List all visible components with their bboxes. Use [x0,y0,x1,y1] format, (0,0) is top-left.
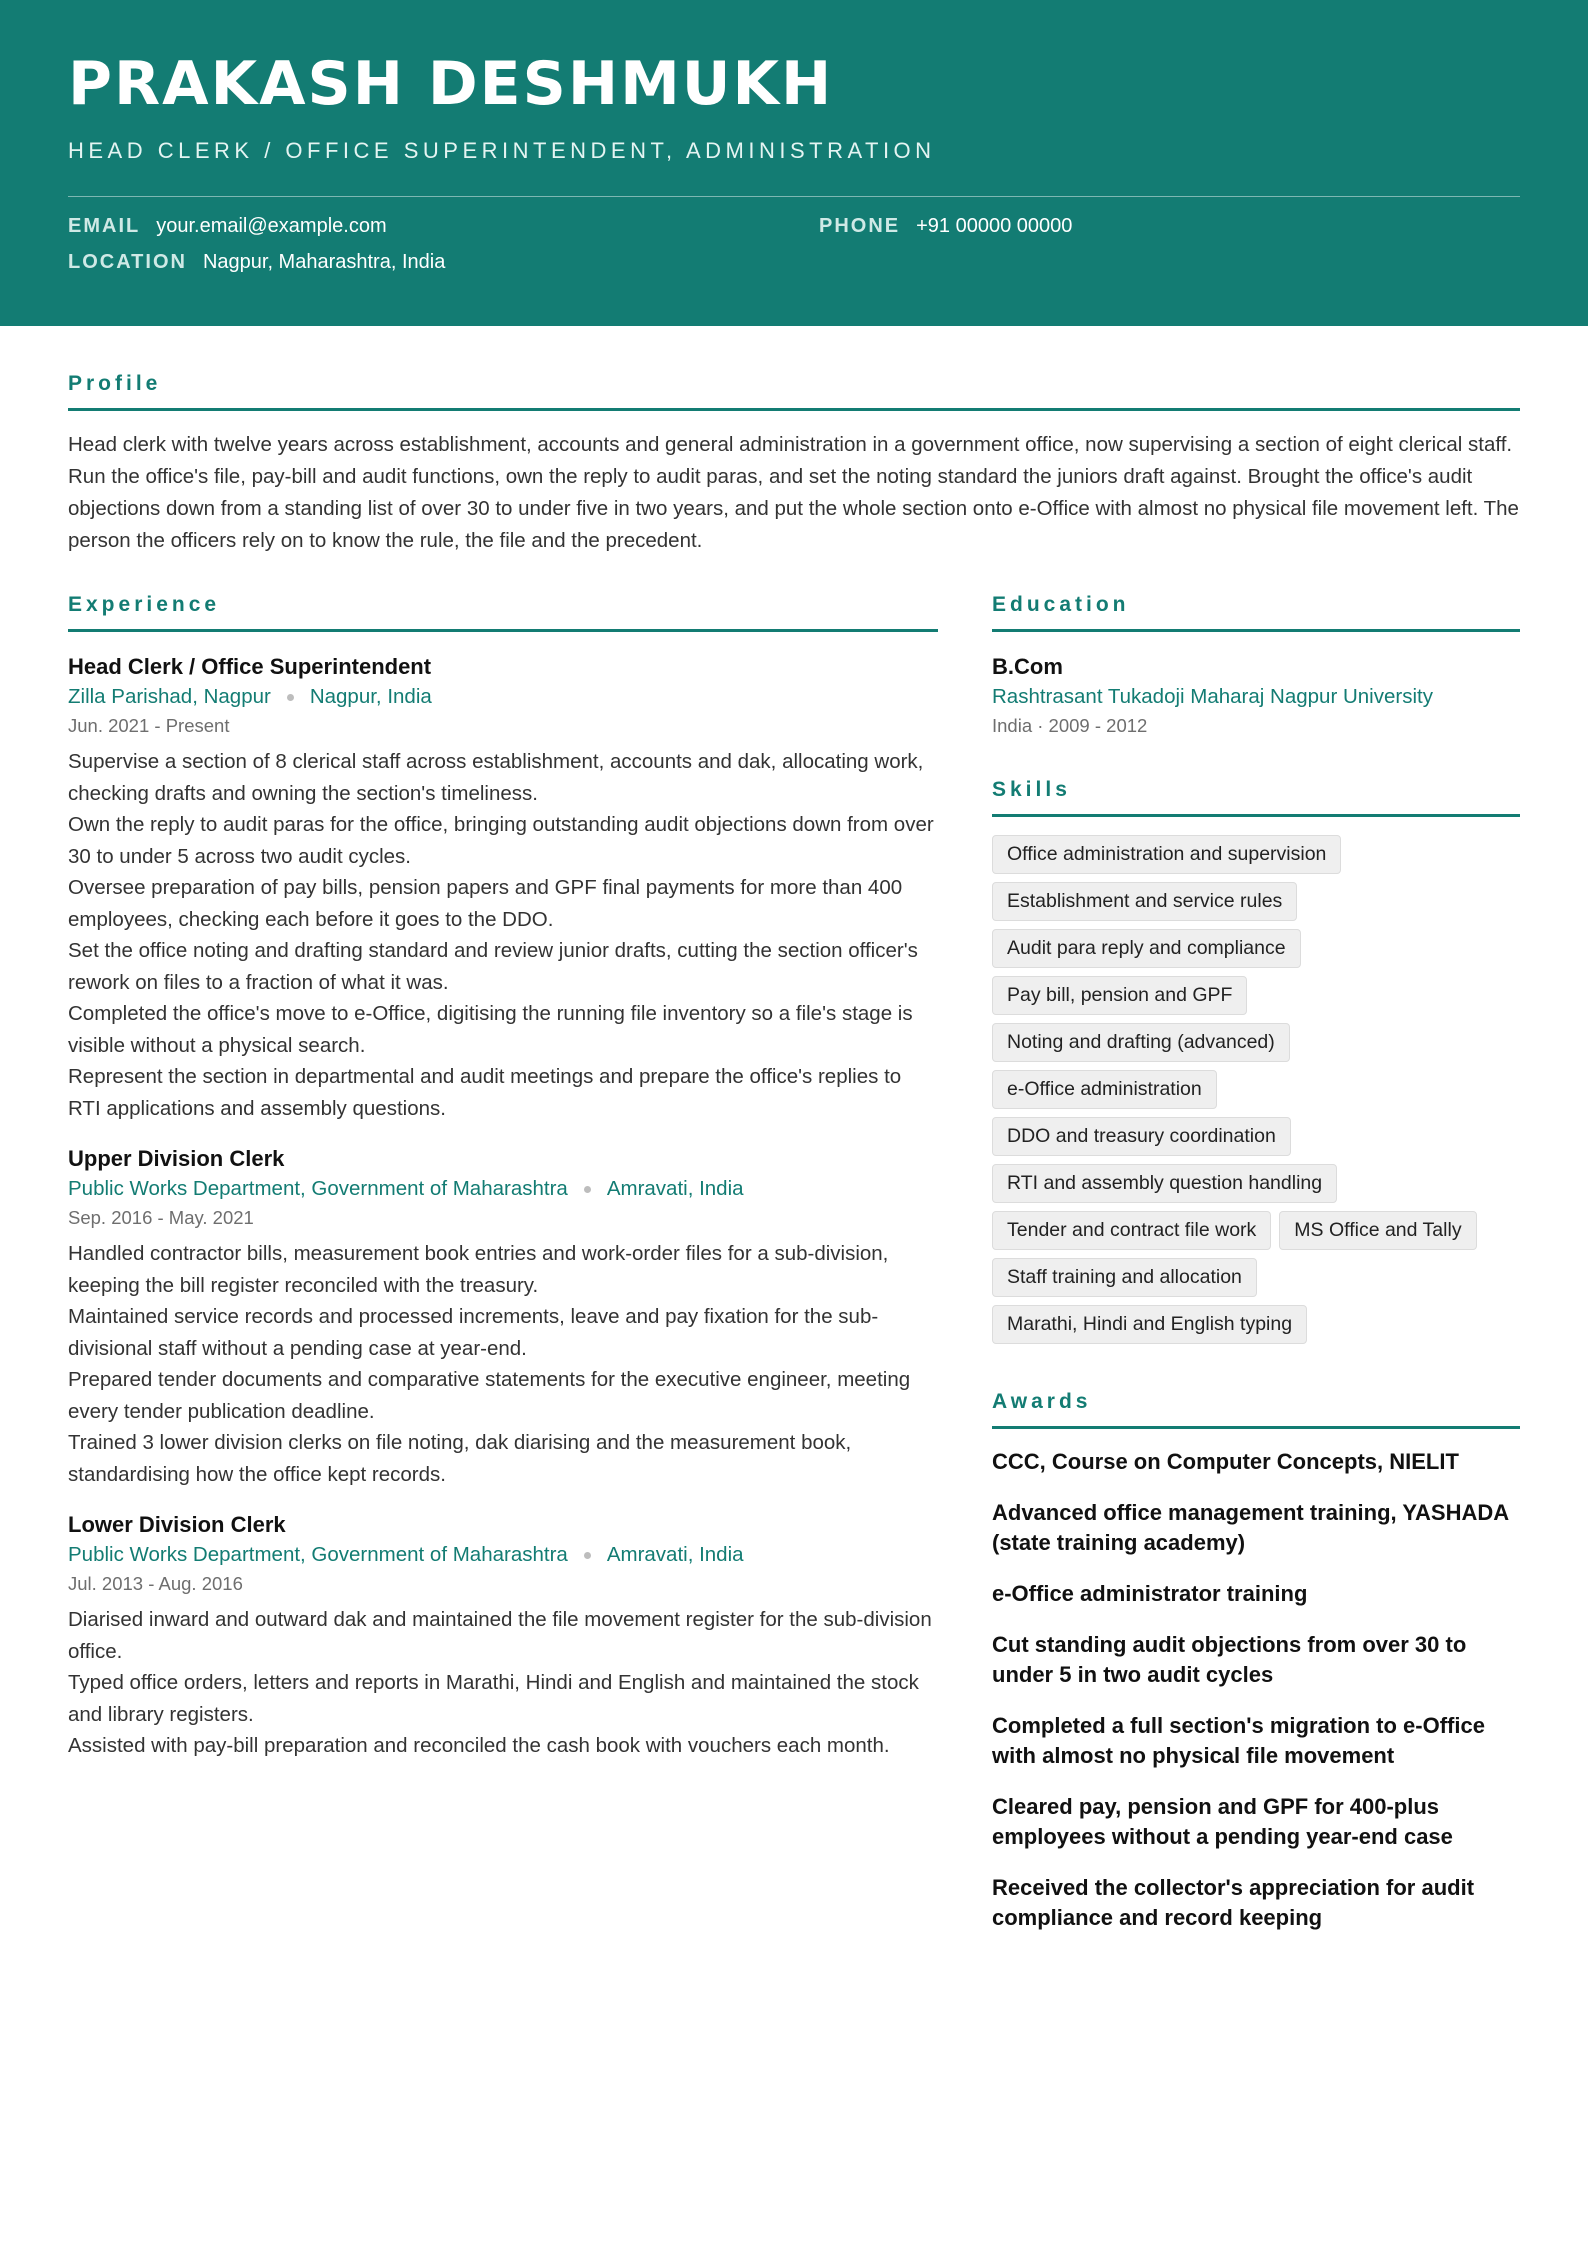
separator-dot-icon [287,694,294,701]
job-bullet: Oversee preparation of pay bills, pension papers and GPF final payments for more than 400 employees, checking each before it goes to the DDO. [68,876,903,931]
job-entry [68,1510,938,1762]
job-location: Amravati, India [606,1177,744,1200]
separator-dot-icon [584,1186,591,1193]
education-school: Rashtrasant Tukadoji Maharaj Nagpur University [992,685,1433,708]
job-title: Head Clerk / Office Superintendent [68,654,432,679]
awards-section [992,1390,1520,1933]
skill-chip: DDO and treasury coordination [992,1117,1291,1156]
skill-chip: Tender and contract file work [992,1211,1271,1250]
contact-location [68,251,445,274]
awards-list [992,1447,1520,1933]
sidebar-column [992,593,1520,1954]
job-entry [68,652,938,1124]
award-item: CCC, Course on Computer Concepts, NIELIT [992,1449,1459,1474]
header-divider [68,196,1520,197]
email-value[interactable]: your.email@example.com [156,215,387,237]
education-details: India · 2009 - 2012 [992,715,1148,736]
phone-value[interactable]: +91 00000 00000 [916,215,1073,237]
contact-email [68,215,387,238]
job-bullet: Set the office noting and drafting standard and review junior drafts, cutting the section officer's rework on files to a fraction of what it was. [68,939,918,994]
skill-chip: RTI and assembly question handling [992,1164,1337,1203]
job-bullet: Maintained service records and processed increments, leave and pay fixation for the sub-divisional staff without a pending case at year-end. [68,1305,879,1360]
job-bullet: Trained 3 lower division clerks on file noting, dak diarising and the measurement book, standardising how the office kept records. [68,1431,852,1486]
job-title: Upper Division Clerk [68,1146,285,1171]
email-label: EMAIL [68,215,141,237]
award-item: Completed a full section's migration to e-Office with almost no physical file movement [992,1713,1485,1768]
skills-section [992,778,1520,1344]
skill-chip: Establishment and service rules [992,882,1297,921]
skill-chip: Marathi, Hindi and English typing [992,1305,1307,1344]
education-heading: Education [992,593,1520,632]
profile-summary: Head clerk with twelve years across establishment, accounts and general administration in a government office, now supervising a section of eight clerical staff. Run the office's file, pay-bill and audit functions, own the reply to audit paras, and set the noting standard the juniors draft against. Brought the office's audit objections down from a standing list of over 30 to under five in two years, and put the whole section onto e-Office with almost no physical file movement left. The person the officers rely on to know the rule, the file and the precedent. [68,433,1519,552]
job-bullet: Typed office orders, letters and reports in Marathi, Hindi and English and maintained the stock and library registers. [68,1671,919,1726]
job-bullet: Represent the section in departmental and audit meetings and prepare the office's replies to RTI applications and assembly questions. [68,1065,902,1120]
job-bullet: Handled contractor bills, measurement book entries and work-order files for a sub-division, keeping the bill register reconciled with the treasury. [68,1242,889,1297]
candidate-name: PRAKASH DESHMUKH [68,49,834,119]
job-location: Amravati, India [606,1543,744,1566]
award-item: Received the collector's appreciation for audit compliance and record keeping [992,1875,1475,1930]
skill-chip: Audit para reply and compliance [992,929,1301,968]
skill-chip: e-Office administration [992,1070,1217,1109]
contact-info [68,215,1520,295]
candidate-headline: HEAD CLERK / OFFICE SUPERINTENDENT, ADMINISTRATION [68,138,936,163]
job-bullet: Assisted with pay-bill preparation and reconciled the cash book with vouchers each month. [68,1734,890,1757]
job-dates: Sep. 2016 - May. 2021 [68,1207,254,1228]
skill-chip: Office administration and supervision [992,835,1341,874]
job-meta [68,1174,938,1204]
phone-label: PHONE [819,215,901,237]
profile-section [68,372,1520,557]
education-section [992,593,1520,740]
awards-heading: Awards [992,1390,1520,1429]
award-item: Cut standing audit objections from over 30 to under 5 in two audit cycles [992,1632,1467,1687]
job-employer: Public Works Department, Government of Maharashtra [68,1177,568,1200]
job-meta [68,682,938,712]
skill-chip: MS Office and Tally [1279,1211,1476,1250]
award-item: Advanced office management training, YASHADA (state training academy) [992,1500,1509,1555]
location-value: Nagpur, Maharashtra, India [202,251,446,273]
separator-dot-icon [584,1552,591,1559]
job-bullet: Diarised inward and outward dak and maintained the file movement register for the sub-division office. [68,1608,932,1663]
resume-header [0,0,1588,326]
job-employer: Zilla Parishad, Nagpur [68,685,271,708]
skills-list [992,835,1520,1344]
skills-heading: Skills [992,778,1520,817]
experience-heading: Experience [68,593,938,632]
job-bullet: Completed the office's move to e-Office, digitising the running file inventory so a file's stage is visible without a physical search. [68,1002,913,1057]
job-meta [68,1540,938,1570]
skill-chip: Pay bill, pension and GPF [992,976,1247,1015]
resume-body [0,372,1588,1930]
skill-chip: Noting and drafting (advanced) [992,1023,1290,1062]
job-bullet: Supervise a section of 8 clerical staff across establishment, accounts and dak, allocating work, checking drafts and owning the section's timeliness. [68,750,924,805]
job-bullet: Own the reply to audit paras for the office, bringing outstanding audit objections down from over 30 to under 5 across two audit cycles. [68,813,934,868]
job-title: Lower Division Clerk [68,1512,286,1537]
skill-chip: Staff training and allocation [992,1258,1257,1297]
education-entry [992,652,1520,740]
profile-heading: Profile [68,372,1520,411]
location-label: LOCATION [68,251,187,273]
job-entry [68,1144,938,1490]
contact-phone [819,215,1072,238]
job-employer: Public Works Department, Government of Maharashtra [68,1543,568,1566]
experience-section [68,593,938,1762]
award-item: e-Office administrator training [992,1581,1308,1606]
job-dates: Jul. 2013 - Aug. 2016 [68,1573,243,1594]
job-bullet: Prepared tender documents and comparative statements for the executive engineer, meeting every tender publication deadline. [68,1368,911,1423]
award-item: Cleared pay, pension and GPF for 400-plus employees without a pending year-end case [992,1794,1453,1849]
job-location: Nagpur, India [309,685,432,708]
education-degree: B.Com [992,654,1063,679]
job-dates: Jun. 2021 - Present [68,715,230,736]
